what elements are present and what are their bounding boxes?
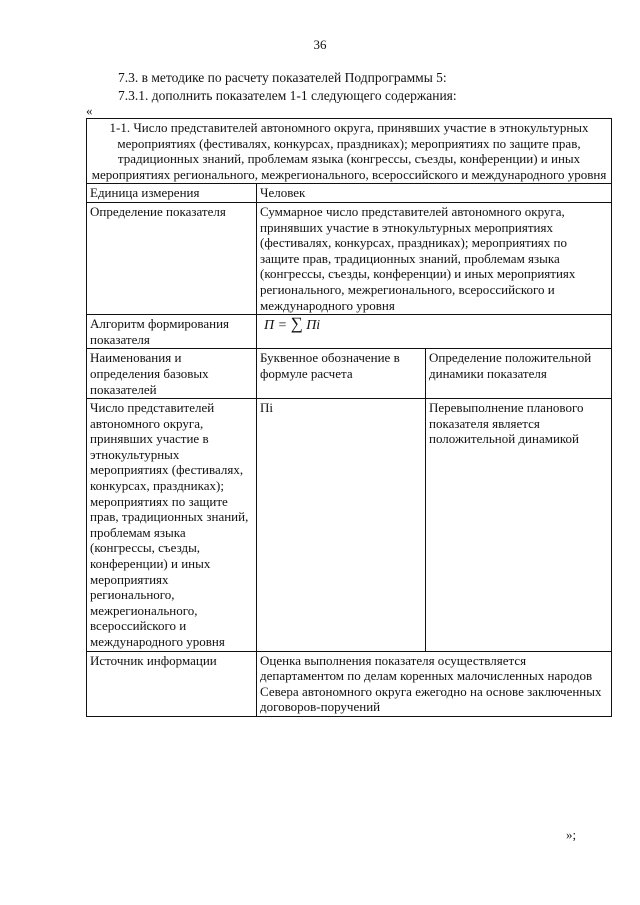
definition-row — [87, 202, 612, 314]
unit-row — [87, 184, 612, 203]
formula-right: Пi — [302, 318, 321, 334]
intro-line-7-3: 7.3. в методике по расчету показателей Подпрограммы 5: — [118, 70, 447, 85]
base-header-names: Наименования и определения базовых показателей — [87, 349, 257, 399]
source-label: Источник информации — [87, 651, 257, 716]
formula-cell — [257, 315, 612, 349]
table-title-row — [87, 119, 612, 184]
intro-line-7-3-1: 7.3.1. дополнить показателем 1-1 следующего содержания: — [118, 88, 457, 103]
sum-symbol: ∑ — [290, 314, 303, 334]
unit-label: Единица измерения — [87, 184, 257, 203]
calculation-formula — [260, 314, 321, 334]
indicator-title: 1-1. Число представителей автономного округа, принявших участие в этнокультурных мероприятиях (фестивалях, конкурсах, праздниках); мероприятиях по защите прав, традиционных знаний, проблемам языка (конгрессы, съезды, конференции) и иных мероприятиях регионального, межрегионального, всероссийского и международного уровня — [87, 119, 612, 184]
formula-left: П = — [264, 318, 291, 334]
algorithm-row — [87, 315, 612, 349]
unit-value: Человек — [257, 184, 612, 203]
base-indicator-symbol: Пi — [257, 399, 426, 652]
definition-value: Суммарное число представителей автономного округа, принявших участие в этнокультурных мероприятиях (фестивалях, конкурсах, праздниках); мероприятиях по защите прав, традиционных знаний, проблемам языка (конгрессы, съезды, конференции) и иных мероприятиях регионального, межрегионального, всероссийского и международного уровня — [257, 202, 612, 314]
opening-quote: « — [86, 103, 93, 118]
base-header-dynamics: Определение положительной динамики показателя — [426, 349, 612, 399]
indicator-table — [86, 118, 612, 717]
base-indicator-dynamics: Перевыполнение планового показателя является положительной динамикой — [426, 399, 612, 652]
source-row — [87, 651, 612, 716]
base-indicator-name: Число представителей автономного округа, принявших участие в этнокультурных мероприятиях (фестивалях, конкурсах, праздниках); мероприятиях по защите прав, традиционных знаний, проблемам языка (конгрессы, съезды, конференции) и иных мероприятиях регионального, межрегионального, всероссийского и международного уровня — [87, 399, 257, 652]
closing-quote: »; — [566, 827, 577, 842]
algorithm-label: Алгоритм формирования показателя — [87, 315, 257, 349]
base-indicator-row — [87, 399, 612, 652]
page-number: 36 — [313, 37, 327, 52]
base-header-symbol: Буквенное обозначение в формуле расчета — [257, 349, 426, 399]
definition-label: Определение показателя — [87, 202, 257, 314]
source-value: Оценка выполнения показателя осуществляется департаментом по делам коренных малочисленных народов Севера автономного округа ежегодно на основе заключенных договоров-поручений — [257, 651, 612, 716]
base-indicators-header-row — [87, 349, 612, 399]
